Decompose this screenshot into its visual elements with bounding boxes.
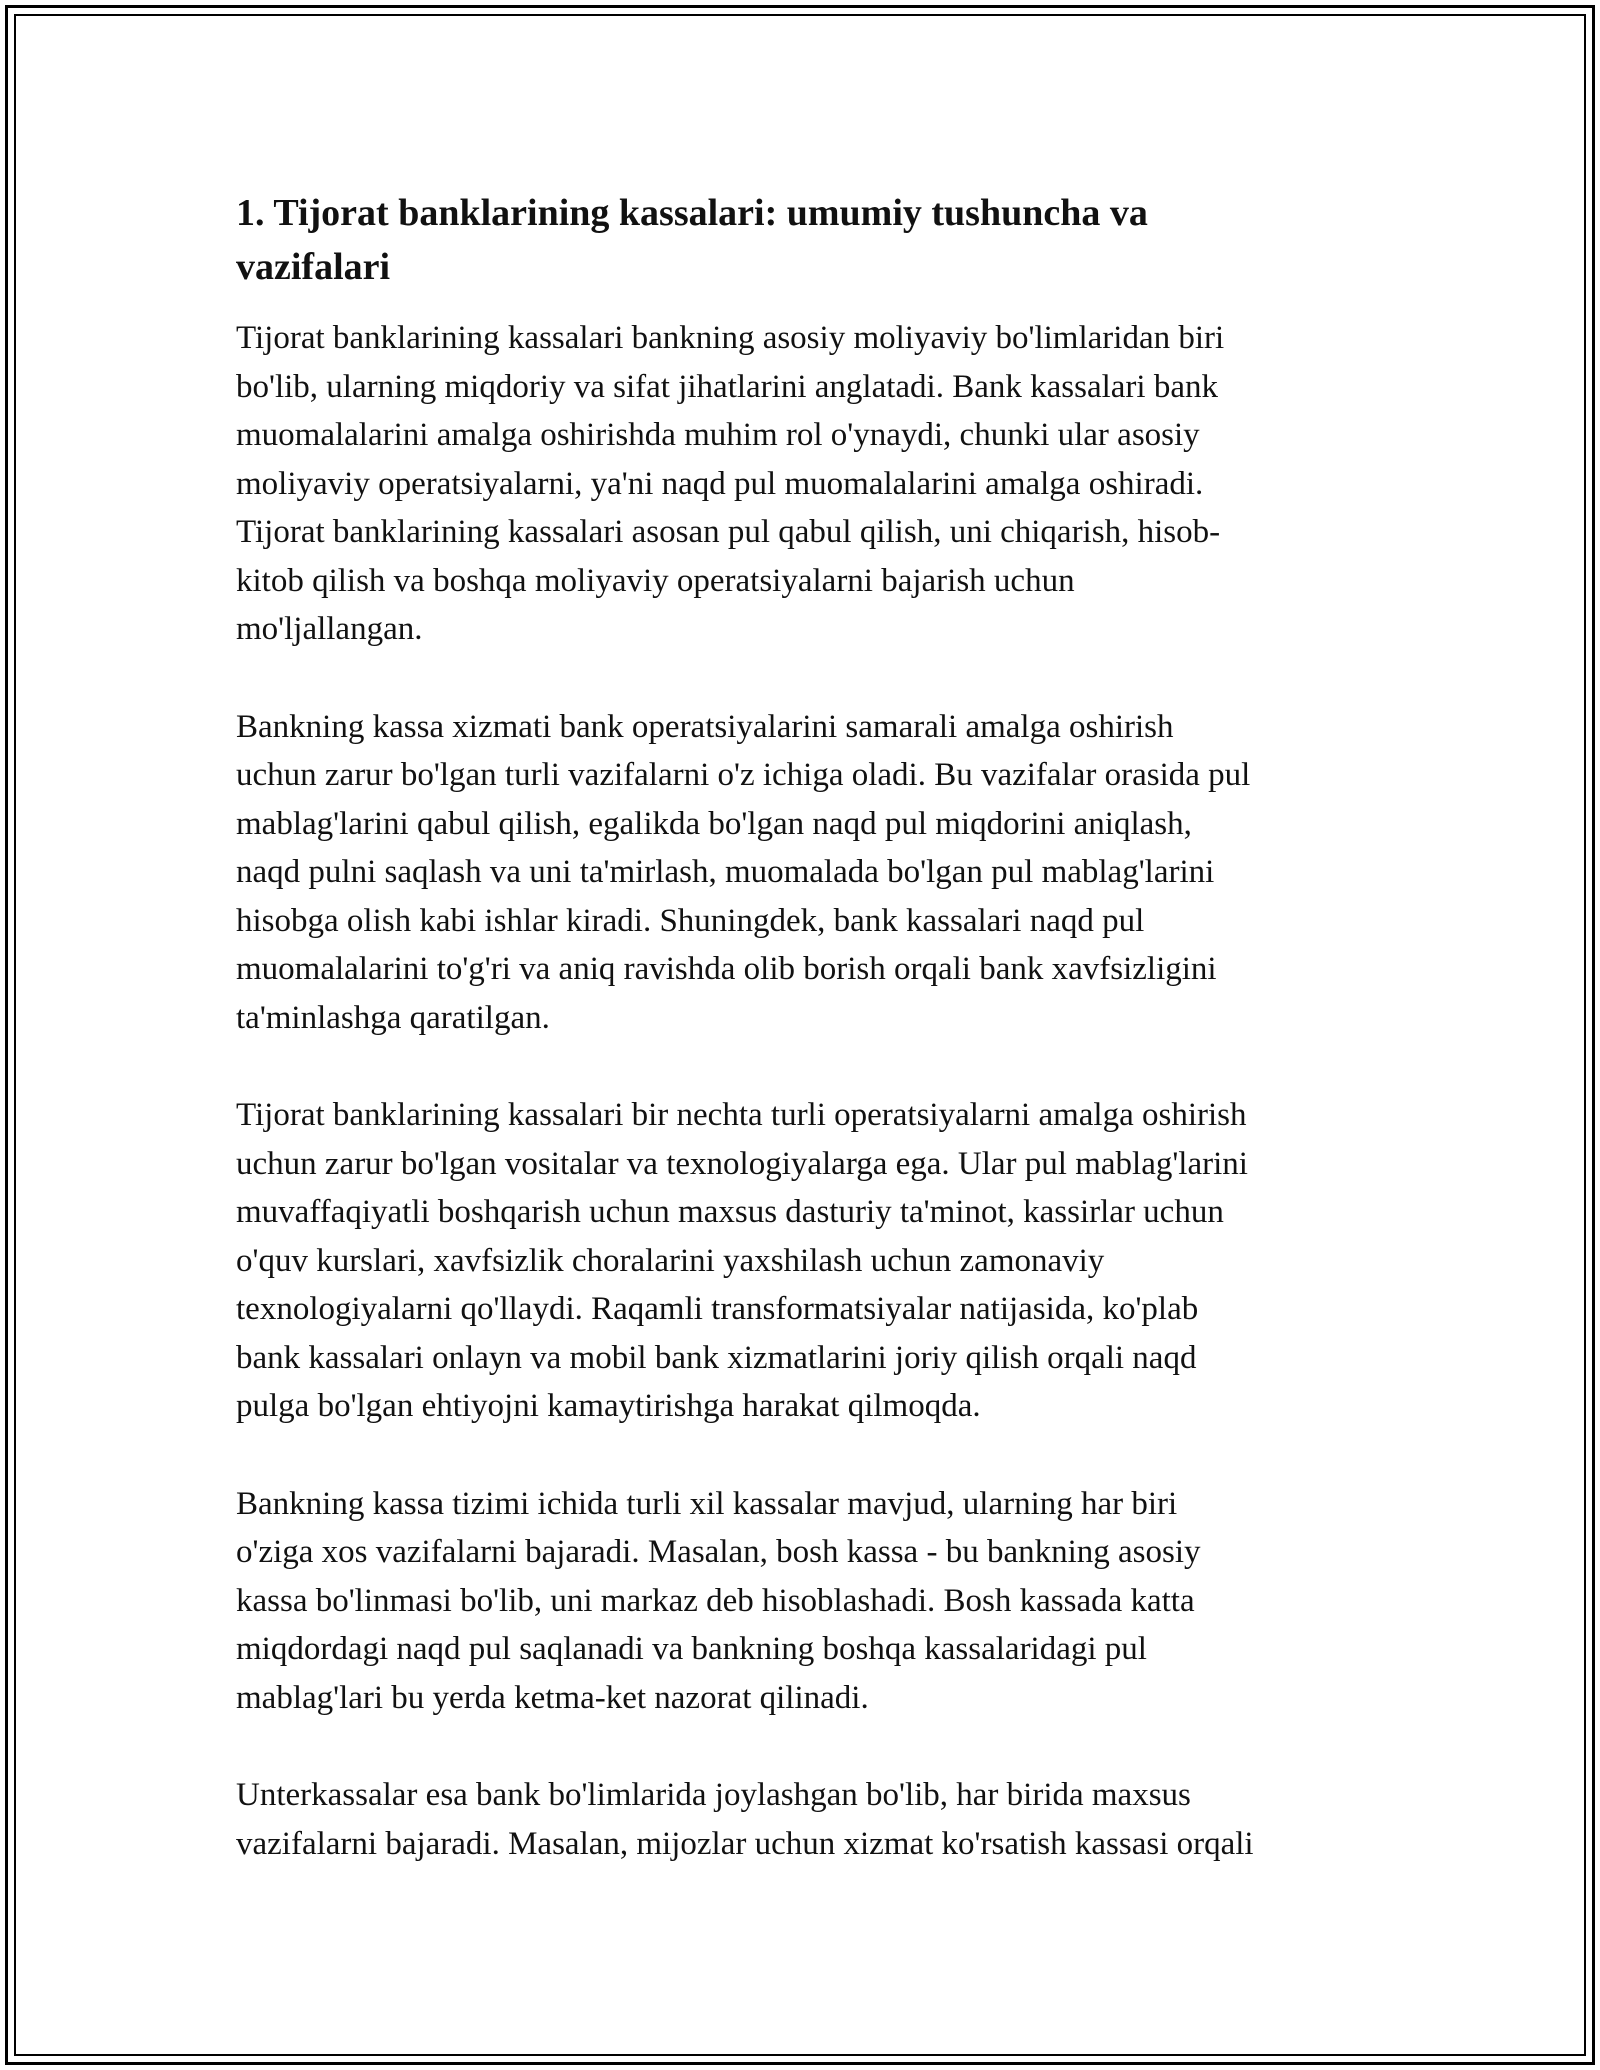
paragraph-4 <box>236 1480 1376 1723</box>
text-line: kitob qilish va boshqa moliyaviy operatsiyalarni bajarish uchun <box>236 562 1075 599</box>
heading-line: vazifalari <box>236 246 391 288</box>
text-line: naqd pulni saqlash va uni ta'mirlash, muomalada bo'lgan pul mablag'larini <box>236 854 1215 890</box>
text-line: moliyaviy operatsiyalarni, ya'ni naqd pul muomalalarini amalga oshiradi. <box>236 465 1204 502</box>
text-line: Bankning kassa xizmati bank operatsiyalarini samarali amalga oshirish <box>236 708 1174 745</box>
text-line: pulga bo'lgan ehtiyojni kamaytirishga harakat qilmoqda. <box>236 1388 981 1424</box>
text-line: Tijorat banklarining kassalari asosan pul qabul qilish, uni chiqarish, hisob- <box>236 514 1221 550</box>
document-body <box>236 186 1376 1917</box>
section-heading <box>236 186 1376 294</box>
text-line: ta'minlashga qaratilgan. <box>236 999 550 1036</box>
text-line: o'ziga xos vazifalarni bajaradi. Masalan, bosh kassa - bu bankning asosiy <box>236 1534 1201 1570</box>
text-line: uchun zarur bo'lgan turli vazifalarni o'z ichiga oladi. Bu vazifalar orasida pul <box>236 757 1251 793</box>
text-line: hisobga olish kabi ishlar kiradi. Shuningdek, bank kassalari naqd pul <box>236 902 1145 939</box>
text-line: uchun zarur bo'lgan vositalar va texnologiyalarga ega. Ular pul mablag'larini <box>236 1145 1248 1182</box>
text-line: kassa bo'linmasi bo'lib, uni markaz deb hisoblashadi. Bosh kassada katta <box>236 1582 1195 1619</box>
text-line: bank kassalari onlayn va mobil bank xizmatlarini joriy qilish orqali naqd <box>236 1339 1197 1376</box>
text-line: o'quv kurslari, xavfsizlik choralarini yaxshilash uchun zamonaviy <box>236 1242 1105 1279</box>
text-line: mablag'larini qabul qilish, egalikda bo'lgan naqd pul miqdorini aniqlash, <box>236 805 1192 842</box>
text-line: muomalalarini amalga oshirishda muhim rol o'ynaydi, chunki ular asosiy <box>236 417 1200 453</box>
text-line: Tijorat banklarining kassalari bankning asosiy moliyaviy bo'limlaridan biri <box>236 320 1225 356</box>
paragraph-2 <box>236 703 1376 1043</box>
text-line: Unterkassalar esa bank bo'limlarida joylashgan bo'lib, har birida maxsus <box>236 1777 1191 1813</box>
text-line: mo'ljallangan. <box>236 611 423 647</box>
paragraph-5 <box>236 1771 1376 1868</box>
text-line: bo'lib, ularning miqdoriy va sifat jihatlarini anglatadi. Bank kassalari bank <box>236 368 1218 405</box>
text-line: muvaffaqiyatli boshqarish uchun maxsus dasturiy ta'minot, kassirlar uchun <box>236 1194 1224 1230</box>
paragraph-3 <box>236 1091 1376 1431</box>
paragraph-1 <box>236 314 1376 654</box>
text-line: muomalalarini to'g'ri va aniq ravishda olib borish orqali bank xavfsizligini <box>236 951 1217 987</box>
text-line: Bankning kassa tizimi ichida turli xil kassalar mavjud, ularning har biri <box>236 1485 1178 1522</box>
text-line: mablag'lari bu yerda ketma-ket nazorat qilinadi. <box>236 1679 869 1716</box>
text-line: Tijorat banklarining kassalari bir nechta turli operatsiyalarni amalga oshirish <box>236 1097 1247 1133</box>
text-line: vazifalarni bajaradi. Masalan, mijozlar uchun xizmat ko'rsatish kassasi orqali <box>236 1825 1254 1862</box>
text-line: texnologiyalarni qo'llaydi. Raqamli transformatsiyalar natijasida, ko'plab <box>236 1291 1199 1327</box>
text-line: miqdordagi naqd pul saqlanadi va bankning boshqa kassalaridagi pul <box>236 1631 1147 1667</box>
heading-line: 1. Tijorat banklarining kassalari: umumiy tushuncha va <box>236 192 1148 234</box>
